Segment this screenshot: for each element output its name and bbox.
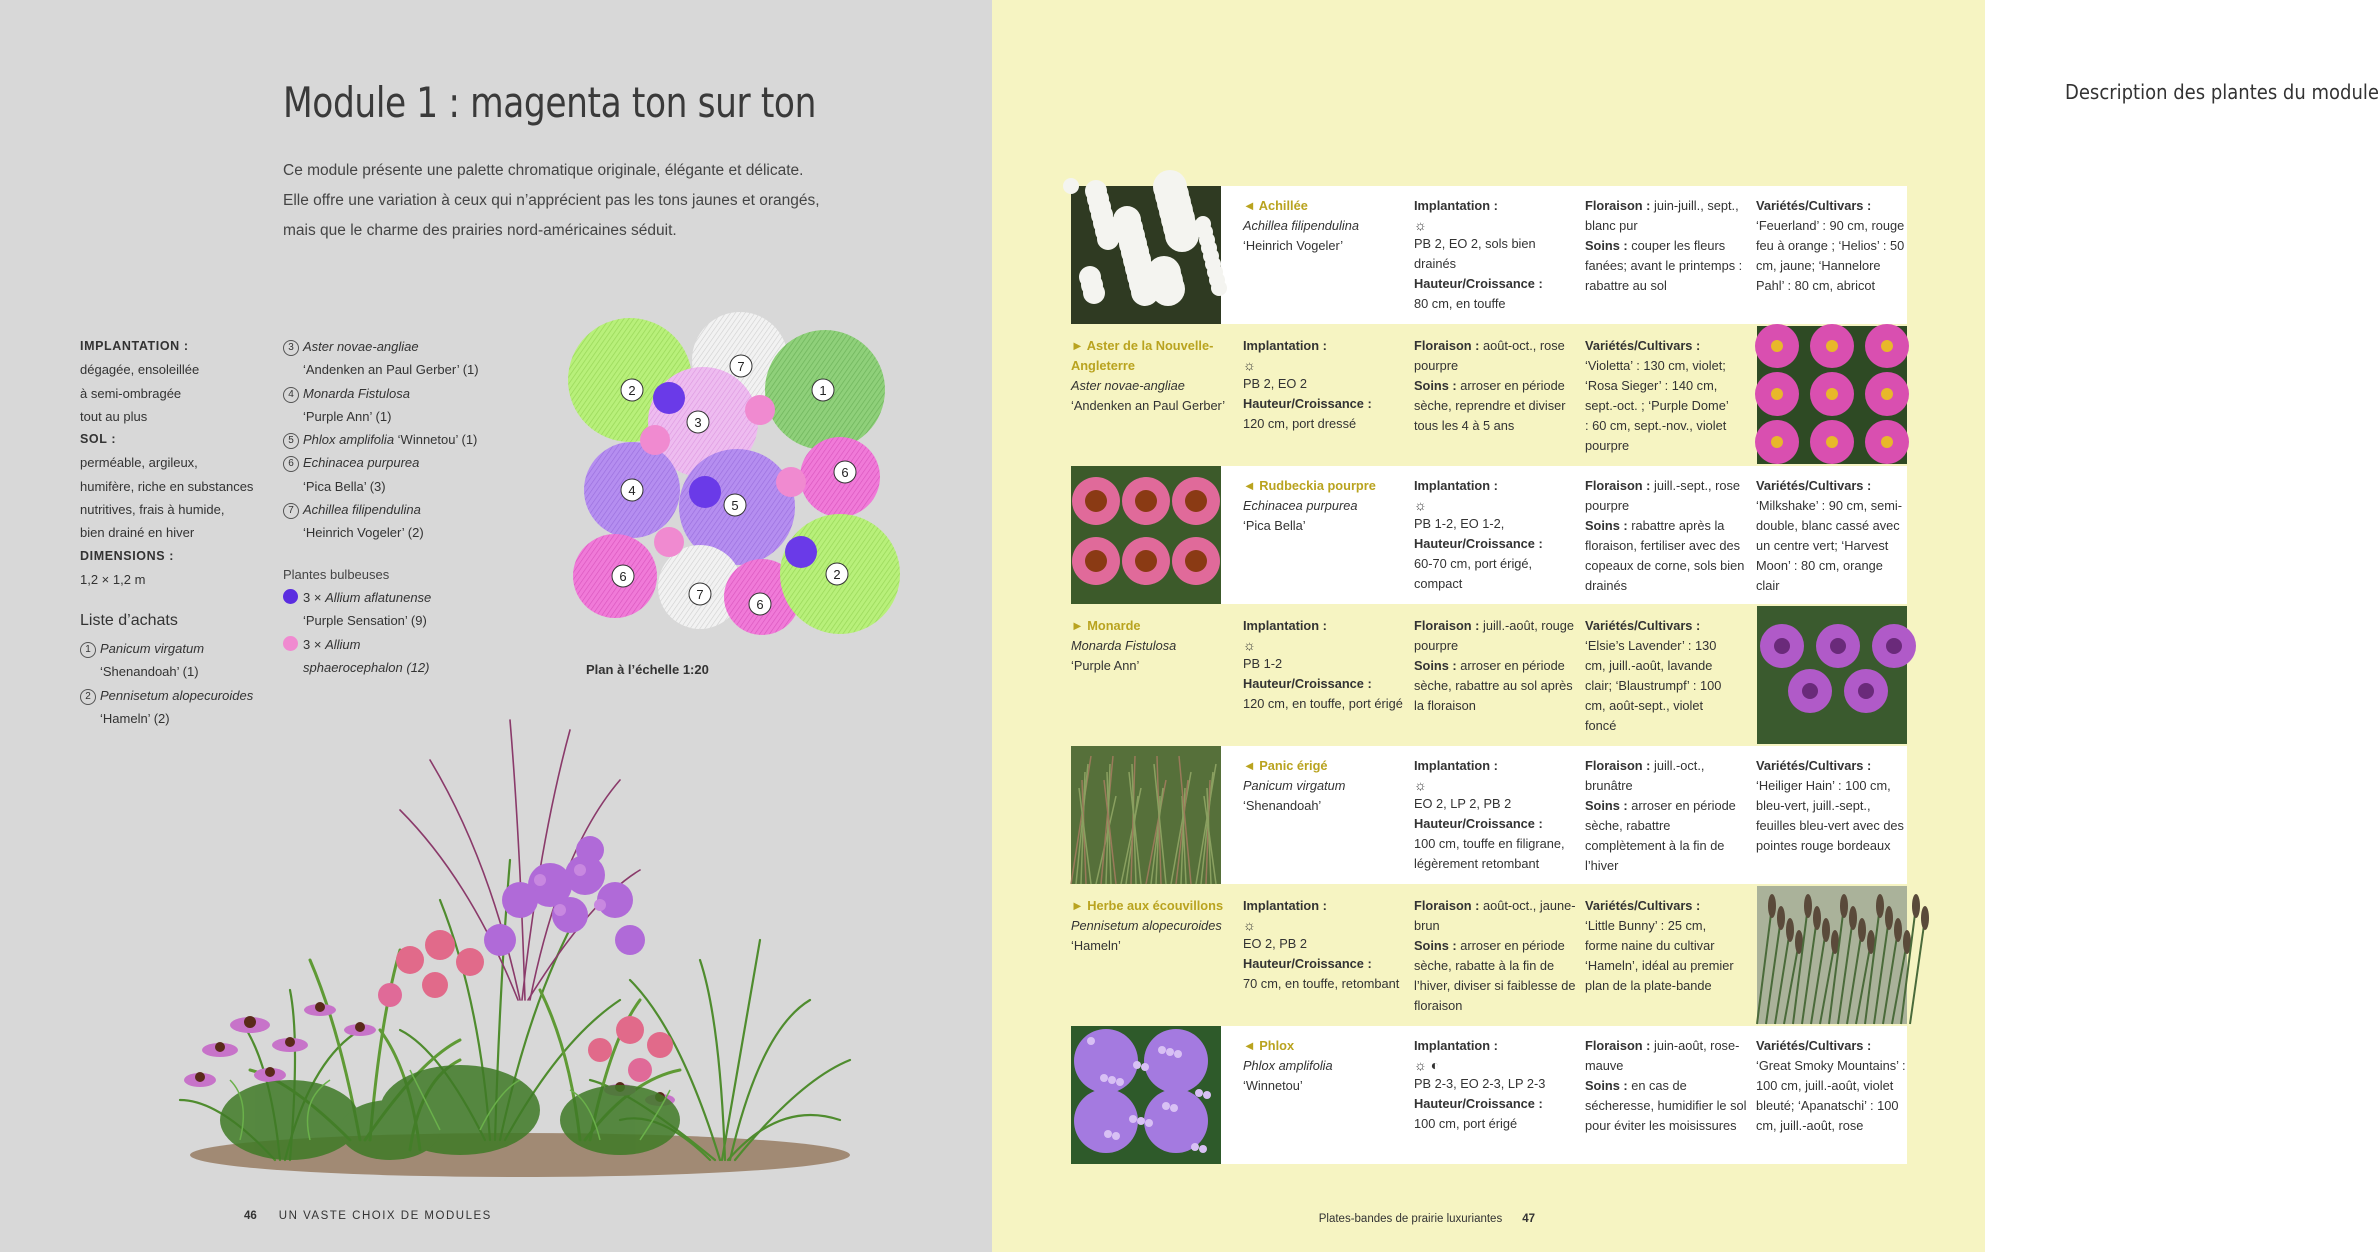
plant-number: 3: [283, 340, 299, 356]
soins-value: rabattre après la floraison, fertiliser avec des copeaux de corne, sols bien drainés: [1585, 518, 1745, 593]
sun-icon: ☼: [1243, 357, 1256, 373]
plant-name-cell: [1071, 616, 1231, 676]
implantation-cell: [1414, 756, 1576, 874]
plan-allium-aflatunense: [785, 536, 817, 568]
plant-photo: [1757, 886, 1907, 1024]
floraison-value: juill.-août, rouge pourpre: [1414, 618, 1575, 653]
varietes-value: ‘Little Bunny’ : 25 cm, forme naine du cultivar ‘Hameln’, idéal au premier plan de la plate-bande: [1585, 918, 1734, 993]
plant-number: 6: [283, 456, 299, 472]
dimensions-label: DIMENSIONS :: [80, 548, 175, 563]
bulbs-title: Plantes bulbeuses: [283, 566, 390, 582]
bulb-color-dot: [283, 636, 298, 651]
bulb-cultivar: ‘Purple Sensation’ (9): [303, 613, 427, 629]
plant-common-name: ► Aster de la Nouvelle-Angleterre: [1071, 338, 1214, 373]
spec-line: à semi-ombragée: [80, 385, 182, 401]
plant-cultivar: ‘Shenandoah’ (1): [100, 664, 199, 680]
hauteur-value: 60-70 cm, port érigé, compact: [1414, 556, 1533, 591]
plant-photo: [1071, 466, 1221, 604]
plan-label: 5: [731, 498, 739, 513]
plant-name-cell: [1243, 1036, 1403, 1096]
plant-cultivar: ‘Andenken an Paul Gerber’ (1): [303, 362, 479, 378]
plant-cultivar: ‘Pica Bella’: [1243, 518, 1306, 533]
implantation-cell: [1243, 616, 1405, 714]
varietes-header: Variétés/Cultivars :: [1585, 338, 1701, 353]
spec-line: bien drainé en hiver: [80, 525, 195, 541]
floraison-value: juill.-sept., rose pourpre: [1585, 478, 1741, 513]
soins-header: Soins :: [1585, 518, 1628, 533]
right-footer: [1319, 1213, 1535, 1225]
soins-value: couper les fleurs fanées; avant le printemps : rabattre au sol: [1585, 238, 1743, 293]
page-number: 46: [244, 1210, 257, 1222]
bulb-item: [283, 586, 479, 609]
plan-allium-sphaerocephalon: [640, 425, 670, 455]
plant-cultivar: ‘Hameln’: [1071, 938, 1121, 953]
varietes-cell: [1585, 896, 1735, 996]
plant-cultivar: ‘Hameln’ (2): [100, 710, 170, 726]
intro-line: mais que le charme des prairies nord-américaines séduit.: [283, 222, 677, 239]
plant-name-cell: [1243, 756, 1403, 816]
shopping-item: [80, 637, 253, 660]
hauteur-value: 120 cm, en touffe, port érigé: [1243, 696, 1403, 711]
implantation-cell: [1414, 196, 1576, 314]
plant-row: [1071, 186, 1907, 324]
varietes-value: ‘Elsie’s Lavender’ : 130 cm, juill.-août, lavande clair; ‘Blaustrumpf’ : 100 cm, août-sept., violet foncé: [1585, 638, 1722, 733]
varietes-cell: [1756, 196, 1906, 296]
plant-item: [283, 382, 479, 405]
plant-cultivar: ‘Pica Bella’ (3): [303, 478, 386, 494]
floraison-cell: [1414, 616, 1576, 716]
soins-header: Soins :: [1414, 378, 1457, 393]
plant-common-name: ◄ Panic érigé: [1243, 758, 1328, 773]
soins-header: Soins :: [1585, 798, 1628, 813]
plant-number: 4: [283, 387, 299, 403]
plant-latin-name: Pennisetum alopecuroides: [1071, 918, 1222, 933]
spec-line: perméable, argileux,: [80, 455, 198, 471]
plan-label: 4: [628, 483, 636, 498]
left-page: [0, 0, 992, 1252]
spec-line: tout au plus: [80, 408, 148, 424]
plant-row: [1071, 886, 1907, 1024]
plant-latin-name: Monarda Fistulosa: [1071, 638, 1177, 653]
floraison-cell: [1585, 476, 1747, 596]
plant-photo: [1071, 746, 1221, 884]
plant-name-cell: [1071, 896, 1231, 956]
description-title: Description des plantes du module: [2065, 80, 2379, 104]
plant-photo: [1071, 1026, 1221, 1164]
floraison-header: Floraison :: [1414, 338, 1480, 353]
plant-latin: Echinacea purpurea: [303, 455, 420, 471]
plan-label: 1: [819, 383, 827, 398]
plant-cultivar: ‘Purple Ann’ (1): [303, 408, 392, 424]
plant-latin: Panicum virgatum: [100, 641, 205, 656]
hauteur-value: 100 cm, touffe en filigrane, légèrement retombant: [1414, 836, 1565, 871]
plant-row: [1071, 746, 1907, 884]
soins-value: arroser en période sèche, rabatte à la fin de l’hiver, diviser si faiblesse de floraison: [1414, 938, 1576, 1013]
module-title: Module 1 : magenta ton sur ton: [283, 78, 817, 127]
plant-photo: [1757, 606, 1907, 744]
plan-label: 2: [628, 383, 636, 398]
implantation-value: PB 1-2: [1243, 656, 1283, 671]
implantation-value: PB 2, EO 2: [1243, 376, 1308, 391]
implantation-header: Implantation :: [1243, 338, 1327, 353]
bulb-qty: 3 ×: [303, 636, 322, 652]
intro-text: [283, 156, 843, 246]
plant-latin-name: Echinacea purpurea: [1243, 498, 1358, 513]
soins-header: Soins :: [1585, 238, 1628, 253]
implantation-value: PB 2, EO 2, sols bien drainés: [1414, 236, 1536, 271]
floraison-value: juin-juill., sept., blanc pur: [1585, 198, 1739, 233]
bulb-item: [283, 633, 479, 656]
varietes-value: ‘Milkshake’ : 90 cm, semi-double, blanc cassé avec un centre vert; ‘Harvest Moon’ : 80 cm, orange clair: [1756, 498, 1903, 593]
floraison-header: Floraison :: [1585, 198, 1651, 213]
plant-latin: Achillea filipendulina: [303, 502, 421, 518]
floraison-header: Floraison :: [1414, 898, 1480, 913]
section-title: UN VASTE CHOIX DE MODULES: [278, 1210, 492, 1222]
floraison-value: juin-août, rose-mauve: [1585, 1038, 1740, 1073]
plan-label: 7: [737, 359, 745, 374]
hauteur-header: Hauteur/Croissance :: [1414, 276, 1543, 291]
plant-number: 5: [283, 433, 299, 449]
plan-label: 6: [756, 597, 764, 612]
shopping-list-title: Liste d’achats: [80, 612, 178, 629]
sol-label: SOL :: [80, 432, 117, 447]
hauteur-header: Hauteur/Croissance :: [1414, 536, 1543, 551]
sun-icon: ☼: [1243, 637, 1256, 653]
plant-cultivar: ‘Winnetou’ (1): [397, 432, 478, 448]
hauteur-header: Hauteur/Croissance :: [1414, 816, 1543, 831]
plant-photo: [1757, 326, 1907, 464]
floraison-value: août-oct., jaune-brun: [1414, 898, 1576, 933]
plant-row: [1071, 326, 1907, 464]
soins-value: arroser en période sèche, rabattre complètement à la fin de l’hiver: [1585, 798, 1736, 873]
soins-value: arroser en période sèche, reprendre et diviser tous les 4 à 5 ans: [1414, 378, 1566, 433]
spec-line: dégagée, ensoleillée: [80, 362, 200, 378]
soins-value: en cas de sécheresse, humidifier le sol pour éviter les moisissures: [1585, 1078, 1747, 1133]
plan-allium-sphaerocephalon: [654, 527, 684, 557]
implantation-cell: [1414, 1036, 1576, 1134]
implantation-header: Implantation :: [1243, 618, 1327, 633]
varietes-header: Variétés/Cultivars :: [1756, 1038, 1872, 1053]
plant-cultivar: ‘Winnetou’: [1243, 1078, 1303, 1093]
plant-latin: Monarda Fistulosa: [303, 385, 410, 401]
bulb-cultivar: sphaerocephalon (12): [303, 659, 430, 675]
bulb-latin: Allium aflatunense: [325, 589, 432, 605]
implantation-value: PB 1-2, EO 1-2,: [1414, 516, 1505, 531]
sun-icon: ☼: [1414, 777, 1427, 793]
varietes-value: ‘Heiliger Hain’ : 100 cm, bleu-vert, juill.-sept., feuilles bleu-vert avec des pointes rouge bordeaux: [1756, 778, 1904, 853]
plant-list: [283, 335, 479, 679]
plan-label: 3: [694, 415, 702, 430]
plan-label: 6: [841, 465, 849, 480]
soins-value: arroser en période sèche, rabattre au sol après la floraison: [1414, 658, 1573, 713]
plan-label: 6: [619, 569, 627, 584]
plant-common-name: ◄ Achillée: [1243, 198, 1308, 213]
plant-cultivar: ‘Shenandoah’: [1243, 798, 1322, 813]
plan-allium-aflatunense: [653, 382, 685, 414]
floraison-header: Floraison :: [1414, 618, 1480, 633]
floraison-header: Floraison :: [1585, 478, 1651, 493]
page-number: 47: [1522, 1213, 1535, 1225]
plant-name-cell: [1243, 196, 1403, 256]
footer-text: Plates-bandes de prairie luxuriantes: [1318, 1213, 1503, 1225]
hauteur-value: 70 cm, en touffe, retombant: [1243, 976, 1400, 991]
plant-description-table: [1071, 186, 1907, 1166]
plan-label: 2: [833, 567, 841, 582]
plan-label: 7: [696, 587, 704, 602]
garden-illustration: [160, 700, 860, 1180]
floraison-cell: [1414, 336, 1576, 436]
plant-item: [283, 451, 479, 474]
plant-row: [1071, 606, 1907, 744]
dimensions-value: 1,2 × 1,2 m: [80, 571, 146, 587]
implantation-value: EO 2, LP 2, PB 2: [1414, 796, 1512, 811]
plant-number: 2: [80, 689, 96, 705]
hauteur-value: 100 cm, port érigé: [1414, 1116, 1518, 1131]
implantation-cell: [1414, 476, 1576, 594]
plant-name-cell: [1071, 336, 1231, 416]
plant-item: [283, 428, 479, 451]
varietes-cell: [1756, 476, 1906, 596]
bulb-color-dot: [283, 589, 298, 604]
varietes-cell: [1585, 336, 1735, 456]
soins-header: Soins :: [1585, 1078, 1628, 1093]
varietes-cell: [1756, 1036, 1906, 1136]
plant-cultivar: ‘Purple Ann’: [1071, 658, 1140, 673]
varietes-header: Variétés/Cultivars :: [1756, 198, 1872, 213]
bulb-latin: Allium: [325, 636, 361, 652]
varietes-value: ‘Violetta’ : 130 cm, violet; ‘Rosa Sieger’ : 140 cm, sept.-oct. ; ‘Purple Dome’ : 60 cm, sept.-nov., violet pourpre: [1585, 358, 1729, 453]
plant-number: 7: [283, 503, 299, 519]
intro-line: Ce module présente une palette chromatique originale, élégante et délicate.: [283, 162, 804, 179]
plant-common-name: ► Herbe aux écouvillons: [1071, 898, 1224, 913]
implantation-label: IMPLANTATION :: [80, 339, 189, 353]
varietes-value: ‘Great Smoky Mountains’ : 100 cm, juill.-août, violet bleuté; ‘Apanatschi’ : 100 cm, juill.-août, rose: [1756, 1058, 1906, 1133]
hauteur-header: Hauteur/Croissance :: [1414, 1096, 1543, 1111]
varietes-header: Variétés/Cultivars :: [1585, 898, 1701, 913]
implantation-header: Implantation :: [1414, 758, 1498, 773]
plan-caption: Plan à l’échelle 1:20: [586, 662, 709, 677]
implantation-header: Implantation :: [1414, 478, 1498, 493]
plant-cultivar: ‘Heinrich Vogeler’: [1243, 238, 1344, 253]
plant-cultivar: ‘Andenken an Paul Gerber’: [1071, 398, 1226, 413]
sun-icon: ☼: [1414, 217, 1427, 233]
intro-line: Elle offre une variation à ceux qui n’apprécient pas les tons jaunes et orangés,: [283, 192, 820, 209]
implantation-header: Implantation :: [1243, 898, 1327, 913]
sun-icon: ☼: [1414, 497, 1427, 513]
plant-latin-name: Achillea filipendulina: [1243, 218, 1359, 233]
bulb-qty: 3 ×: [303, 589, 322, 605]
plant-latin-name: Aster novae-angliae: [1071, 378, 1185, 393]
plant-item: [283, 498, 479, 521]
floraison-cell: [1414, 896, 1576, 1016]
soins-header: Soins :: [1414, 938, 1457, 953]
plan-allium-aflatunense: [689, 476, 721, 508]
sun-icon: ☼: [1243, 917, 1256, 933]
varietes-header: Variétés/Cultivars :: [1756, 758, 1872, 773]
plant-row: [1071, 1026, 1907, 1164]
sun-icon: ☼ ◐: [1414, 1057, 1440, 1073]
varietes-header: Variétés/Cultivars :: [1585, 618, 1701, 633]
varietes-cell: [1756, 756, 1906, 856]
spec-line: humifère, riche en substances: [80, 478, 254, 494]
implantation-value: PB 2-3, EO 2-3, LP 2-3: [1414, 1076, 1546, 1091]
hauteur-header: Hauteur/Croissance :: [1243, 956, 1372, 971]
plan-allium-sphaerocephalon: [745, 395, 775, 425]
plant-latin: Phlox amplifolia: [303, 432, 395, 448]
floraison-cell: [1585, 196, 1747, 296]
plant-latin: Pennisetum alopecuroides: [100, 687, 254, 703]
floraison-value: juill.-oct., brunâtre: [1585, 758, 1705, 793]
plant-cultivar: ‘Heinrich Vogeler’ (2): [303, 525, 424, 541]
plant-photo: [1071, 186, 1221, 324]
planting-plan: [555, 312, 915, 642]
hauteur-value: 80 cm, en touffe: [1414, 296, 1506, 311]
plant-number: 1: [80, 642, 96, 658]
plant-common-name: ◄ Rudbeckia pourpre: [1243, 478, 1376, 493]
implantation-cell: [1243, 896, 1405, 994]
plan-allium-sphaerocephalon: [776, 467, 806, 497]
plant-item: [283, 335, 479, 358]
implantation-cell: [1243, 336, 1405, 434]
plant-latin-name: Panicum virgatum: [1243, 778, 1346, 793]
hauteur-header: Hauteur/Croissance :: [1243, 676, 1372, 691]
floraison-header: Floraison :: [1585, 1038, 1651, 1053]
varietes-value: ‘Feuerland’ : 90 cm, rouge feu à orange ; ‘Helios’ : 50 cm, jaune; ‘Hannelore Pahl’ : 80 cm, abricot: [1756, 218, 1905, 293]
varietes-cell: [1585, 616, 1735, 736]
floraison-cell: [1585, 1036, 1747, 1136]
implantation-header: Implantation :: [1414, 198, 1498, 213]
plant-latin: Aster novae-angliae: [303, 339, 419, 354]
floraison-value: août-oct., rose pourpre: [1414, 338, 1565, 373]
soins-header: Soins :: [1414, 658, 1457, 673]
plant-name-cell: [1243, 476, 1403, 536]
floraison-cell: [1585, 756, 1747, 876]
hauteur-header: Hauteur/Croissance :: [1243, 396, 1372, 411]
plant-latin-name: Phlox amplifolia: [1243, 1058, 1333, 1073]
plant-common-name: ◄ Phlox: [1243, 1038, 1295, 1053]
implantation-value: EO 2, PB 2: [1243, 936, 1308, 951]
varietes-header: Variétés/Cultivars :: [1756, 478, 1872, 493]
hauteur-value: 120 cm, port dressé: [1243, 416, 1357, 431]
implantation-header: Implantation :: [1414, 1038, 1498, 1053]
spec-line: nutritives, frais à humide,: [80, 502, 225, 518]
left-footer: [244, 1210, 492, 1222]
plant-row: [1071, 466, 1907, 604]
site-specs: [80, 335, 280, 591]
floraison-header: Floraison :: [1585, 758, 1651, 773]
plant-common-name: ► Monarde: [1071, 618, 1141, 633]
